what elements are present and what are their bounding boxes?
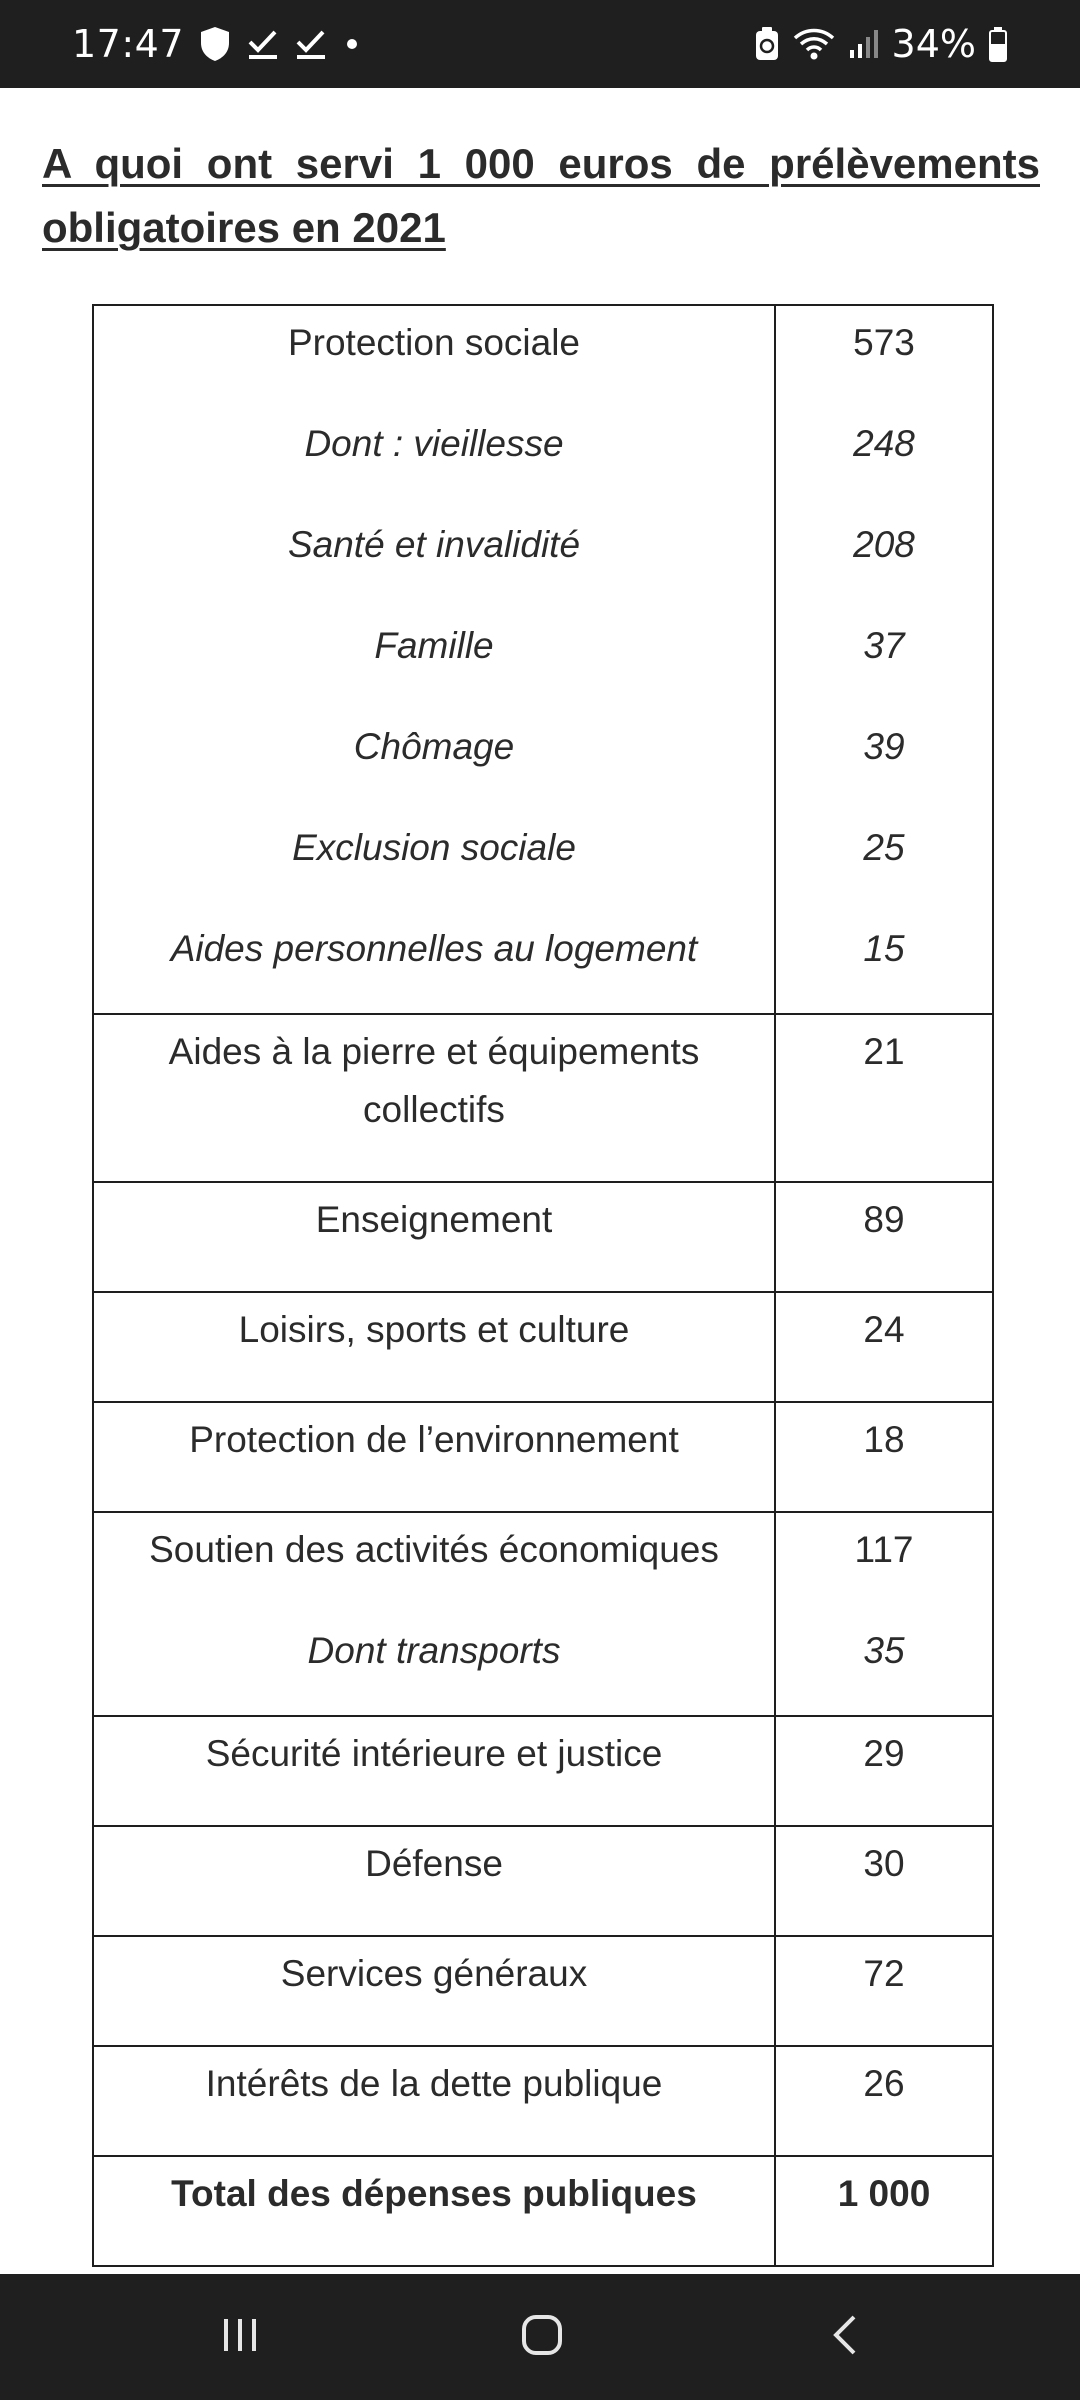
defense-value: 30 [863,1843,905,1884]
table-cell-value [775,1936,993,2046]
page-title: A quoi ont servi 1 000 euros de prélèvements obligatoires en 2021 [42,140,1040,251]
table-cell-sublabel: Famille [374,625,494,666]
education-value: 89 [863,1199,905,1240]
recent-apps-icon [218,2313,262,2362]
housing-value: 21 [863,1031,905,1072]
total-value: 1 000 [837,2173,931,2214]
housing-label: Aides à la pierre et équipements collectifs [168,1031,700,1130]
table-cell-sublabel: Dont : vieillesse [304,423,564,464]
table-row-social [93,305,993,1014]
check-icon [246,27,280,61]
table-row-education [93,1182,993,1292]
table-cell-label [93,1936,775,2046]
back-button[interactable] [786,2274,906,2400]
table-cell-sublabel: Chômage [353,726,515,767]
table-cell-value [775,1292,993,1402]
table-row-debt [93,2046,993,2156]
social-label-cell [93,305,775,1014]
table-row-general [93,1936,993,2046]
table-cell-value [775,1826,993,1936]
table-cell-label [93,1826,775,1936]
table-cell-subvalue: 15 [863,928,905,969]
table-cell-subvalue: 25 [863,827,905,868]
status-time: 17:47 [72,22,185,66]
economy-value-cell [775,1512,993,1716]
table-cell-label [93,1014,775,1182]
shield-icon [198,25,232,63]
defense-label: Défense [365,1843,503,1884]
leisure-value: 24 [863,1309,905,1350]
table-cell-subvalue: 248 [853,423,915,464]
signal-icon [848,28,880,60]
table-cell-value [775,1402,993,1512]
total-label: Total des dépenses publiques [171,2173,697,2214]
battery-icon [988,26,1008,62]
recent-apps-button[interactable] [180,2274,300,2400]
home-button[interactable] [482,2274,602,2400]
table-row-total [93,2156,993,2266]
table-cell-subvalue: 35 [863,1630,905,1671]
table-cell-value: 117 [854,1529,914,1570]
table-cell-value [775,2156,993,2266]
table-cell-value [775,1716,993,1826]
status-left [72,0,362,88]
wifi-icon [792,26,836,62]
general-value: 72 [863,1953,905,1994]
table-cell-label [93,1182,775,1292]
education-label: Enseignement [315,1199,553,1240]
table-cell-value [775,1182,993,1292]
security-label: Sécurité intérieure et justice [205,1733,663,1774]
expenditure-table [92,304,994,2267]
table-cell-sublabel: Exclusion sociale [292,827,576,868]
table-row-leisure [93,1292,993,1402]
table-row-environment [93,1402,993,1512]
navigation-bar [0,2274,1080,2400]
table-row-economy [93,1512,993,1716]
page-content [0,88,1080,2272]
debt-label: Intérêts de la dette publique [205,2063,663,2104]
status-right [754,0,1008,88]
table-cell-subvalue: 208 [853,524,915,565]
battery-percent: 34% [891,22,976,66]
table-cell-label [93,1716,775,1826]
social-value-cell [775,305,993,1014]
table-cell-value [775,2046,993,2156]
table-row-security [93,1716,993,1826]
table-cell-sublabel: Santé et invalidité [287,524,581,565]
check-icon [294,27,328,61]
table-cell-label [93,2156,775,2266]
leisure-label: Loisirs, sports et culture [238,1309,630,1350]
general-label: Services généraux [280,1953,588,1994]
table-cell-value [775,1014,993,1182]
table-cell-sublabel: Dont transports [307,1630,561,1671]
table-cell-label [93,1292,775,1402]
table-cell-subvalue: 37 [863,625,905,666]
economy-label-cell [93,1512,775,1716]
environment-value: 18 [863,1419,905,1460]
table-cell-sublabel: Aides personnelles au logement [170,928,698,969]
battery-saver-icon [754,26,780,62]
table-cell-value: 573 [853,322,915,363]
back-icon [824,2313,868,2362]
table-row-defense [93,1826,993,1936]
home-icon [520,2313,564,2362]
table-cell-subvalue: 39 [863,726,905,767]
table-cell-label: Protection sociale [287,322,581,363]
dot-icon [342,34,362,54]
environment-label: Protection de l’environnement [189,1419,679,1460]
table-cell-label [93,2046,775,2156]
table-cell-label: Soutien des activités économiques [149,1529,719,1570]
table-row-housing [93,1014,993,1182]
debt-value: 26 [863,2063,905,2104]
status-bar [0,0,1080,88]
security-value: 29 [863,1733,905,1774]
table-cell-label [93,1402,775,1512]
